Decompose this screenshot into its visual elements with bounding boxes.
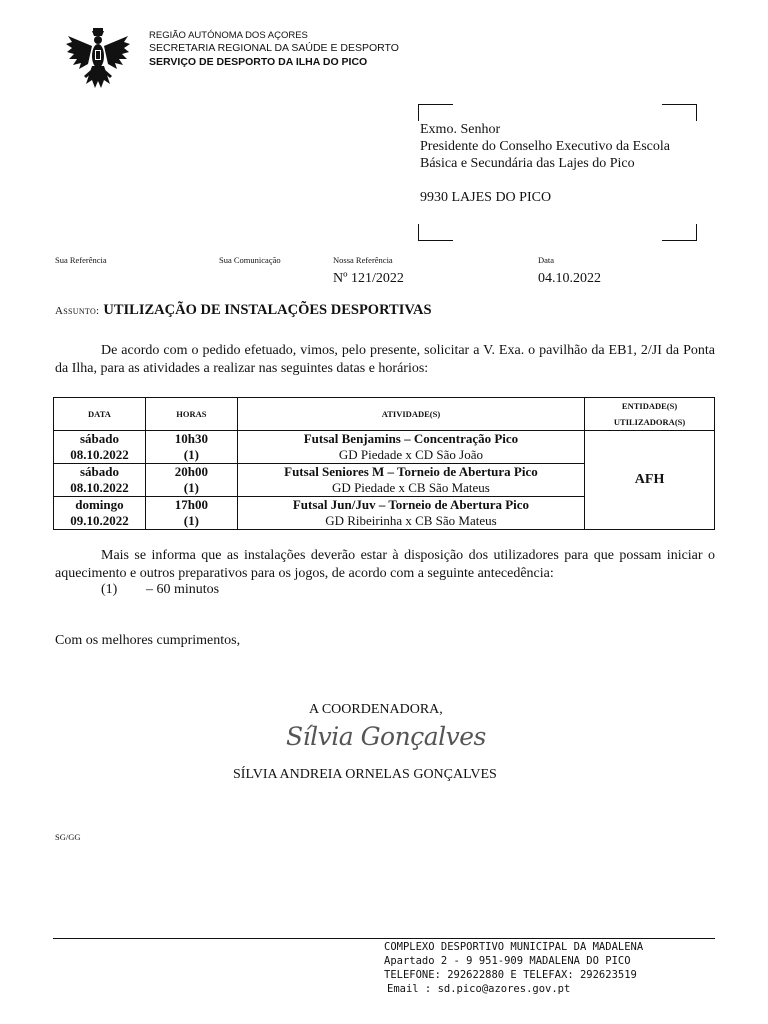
- row-date: 09.10.2022: [70, 513, 129, 528]
- row-date-cell: [54, 497, 146, 530]
- intro-paragraph: De acordo com o pedido efetuado, vimos, pelo presente, solicitar a V. Exa. o pavilhão da EB1, 2/JI da Ponta da Ilha, para as atividades a realizar nas seguintes datas e horários:: [55, 343, 715, 376]
- coat-of-arms-icon: [66, 26, 130, 92]
- header-entidade-line1: ENTIDADE(S): [621, 401, 678, 411]
- row-date: 08.10.2022: [70, 447, 129, 462]
- handwritten-signature: Sílvia Gonçalves: [286, 722, 486, 751]
- row-note: (1): [183, 447, 199, 462]
- row-note: (1): [183, 480, 199, 495]
- row-time-cell: [145, 464, 237, 497]
- row-activity-cell: [237, 431, 584, 464]
- initials: SG/GG: [55, 832, 81, 842]
- recipient-line-3: Básica e Secundária das Lajes do Pico: [420, 156, 635, 171]
- recipient-line-1: Exmo. Senhor: [420, 122, 501, 137]
- note-text: – 60 minutos: [146, 582, 220, 597]
- row-activity: Futsal Seniores M – Torneio de Abertura Pico: [284, 464, 538, 479]
- schedule-table: [53, 397, 715, 530]
- row-teams: GD Ribeirinha x CB São Mateus: [325, 513, 497, 528]
- nossa-referencia-value: Nº 121/2022: [333, 271, 404, 286]
- row-date: 08.10.2022: [70, 480, 129, 495]
- table-row: [54, 431, 715, 464]
- row-activity: Futsal Benjamins – Concentração Pico: [303, 431, 519, 446]
- row-teams: GD Piedade x CD São João: [338, 447, 483, 462]
- row-activity-cell: [237, 464, 584, 497]
- schedule-header-row: [54, 398, 715, 431]
- header-entidade: [585, 398, 715, 431]
- row-time: 10h30: [174, 431, 208, 446]
- data-label: Data: [538, 255, 555, 265]
- footer-email: Email : sd.pico@azores.gov.pt: [387, 983, 571, 995]
- note-marker: (1): [101, 582, 118, 597]
- entity-cell: AFH: [585, 431, 715, 530]
- data-value: 04.10.2022: [538, 271, 601, 286]
- subject-text: UTILIZAÇÃO DE INSTALAÇÕES DESPORTIVAS: [103, 302, 432, 318]
- footer-divider: [53, 938, 715, 939]
- row-teams: GD Piedade x CB São Mateus: [332, 480, 490, 495]
- header-data: DATA: [54, 398, 146, 431]
- row-activity-cell: [237, 497, 584, 530]
- address-corner-bottom-left: [418, 224, 453, 241]
- row-day: sábado: [79, 431, 119, 446]
- address-corner-top-left: [418, 104, 453, 121]
- header-horas: HORAS: [145, 398, 237, 431]
- sua-referencia-label: Sua Referência: [55, 255, 107, 265]
- row-day: domingo: [75, 497, 124, 512]
- closing-text: Com os melhores cumprimentos,: [55, 633, 241, 648]
- info-paragraph: Mais se informa que as instalações deverão estar à disposição dos utilizadores para que possam iniciar o aquecimento e outros preparativos para os jogos, de acordo com a seguinte antecedência:: [55, 548, 715, 581]
- letterhead-servico: SERVIÇO DE DESPORTO DA ILHA DO PICO: [149, 56, 368, 68]
- signatory-title: A COORDENADORA,: [309, 702, 443, 717]
- row-date-cell: [54, 464, 146, 497]
- recipient-postal: 9930 LAJES DO PICO: [420, 190, 552, 205]
- sua-comunicacao-label: Sua Comunicação: [219, 255, 281, 265]
- nossa-referencia-label: Nossa Referência: [333, 255, 393, 265]
- footer-line-1: COMPLEXO DESPORTIVO MUNICIPAL DA MADALENA: [384, 941, 644, 953]
- recipient-line-2: Presidente do Conselho Executivo da Escola: [420, 139, 670, 154]
- address-corner-top-right: [662, 104, 697, 121]
- letterhead-region: REGIÃO AUTÓNOMA DOS AÇORES: [149, 30, 308, 41]
- row-note: (1): [183, 513, 199, 528]
- subject: [55, 301, 432, 319]
- header-entidade-line2: UTILIZADORA(S): [613, 417, 686, 427]
- row-day: sábado: [79, 464, 119, 479]
- row-time-cell: [145, 497, 237, 530]
- address-corner-bottom-right: [662, 224, 697, 241]
- footer-line-2: Apartado 2 - 9 951-909 MADALENA DO PICO: [384, 955, 631, 967]
- signatory-name: SÍLVIA ANDREIA ORNELAS GONÇALVES: [233, 767, 497, 782]
- header-atividade: ATIVIDADE(S): [237, 398, 584, 431]
- letterhead-secretaria: SECRETARIA REGIONAL DA SAÚDE E DESPORTO: [149, 42, 399, 54]
- row-date-cell: [54, 431, 146, 464]
- row-time: 20h00: [174, 464, 208, 479]
- row-activity: Futsal Jun/Juv – Torneio de Abertura Pico: [292, 497, 530, 512]
- subject-colon: :: [96, 305, 100, 317]
- footer-line-3: TELEFONE: 292622880 E TELEFAX: 292623519: [384, 969, 637, 981]
- subject-label: Assunto: [55, 305, 97, 317]
- row-time-cell: [145, 431, 237, 464]
- row-time: 17h00: [174, 497, 208, 512]
